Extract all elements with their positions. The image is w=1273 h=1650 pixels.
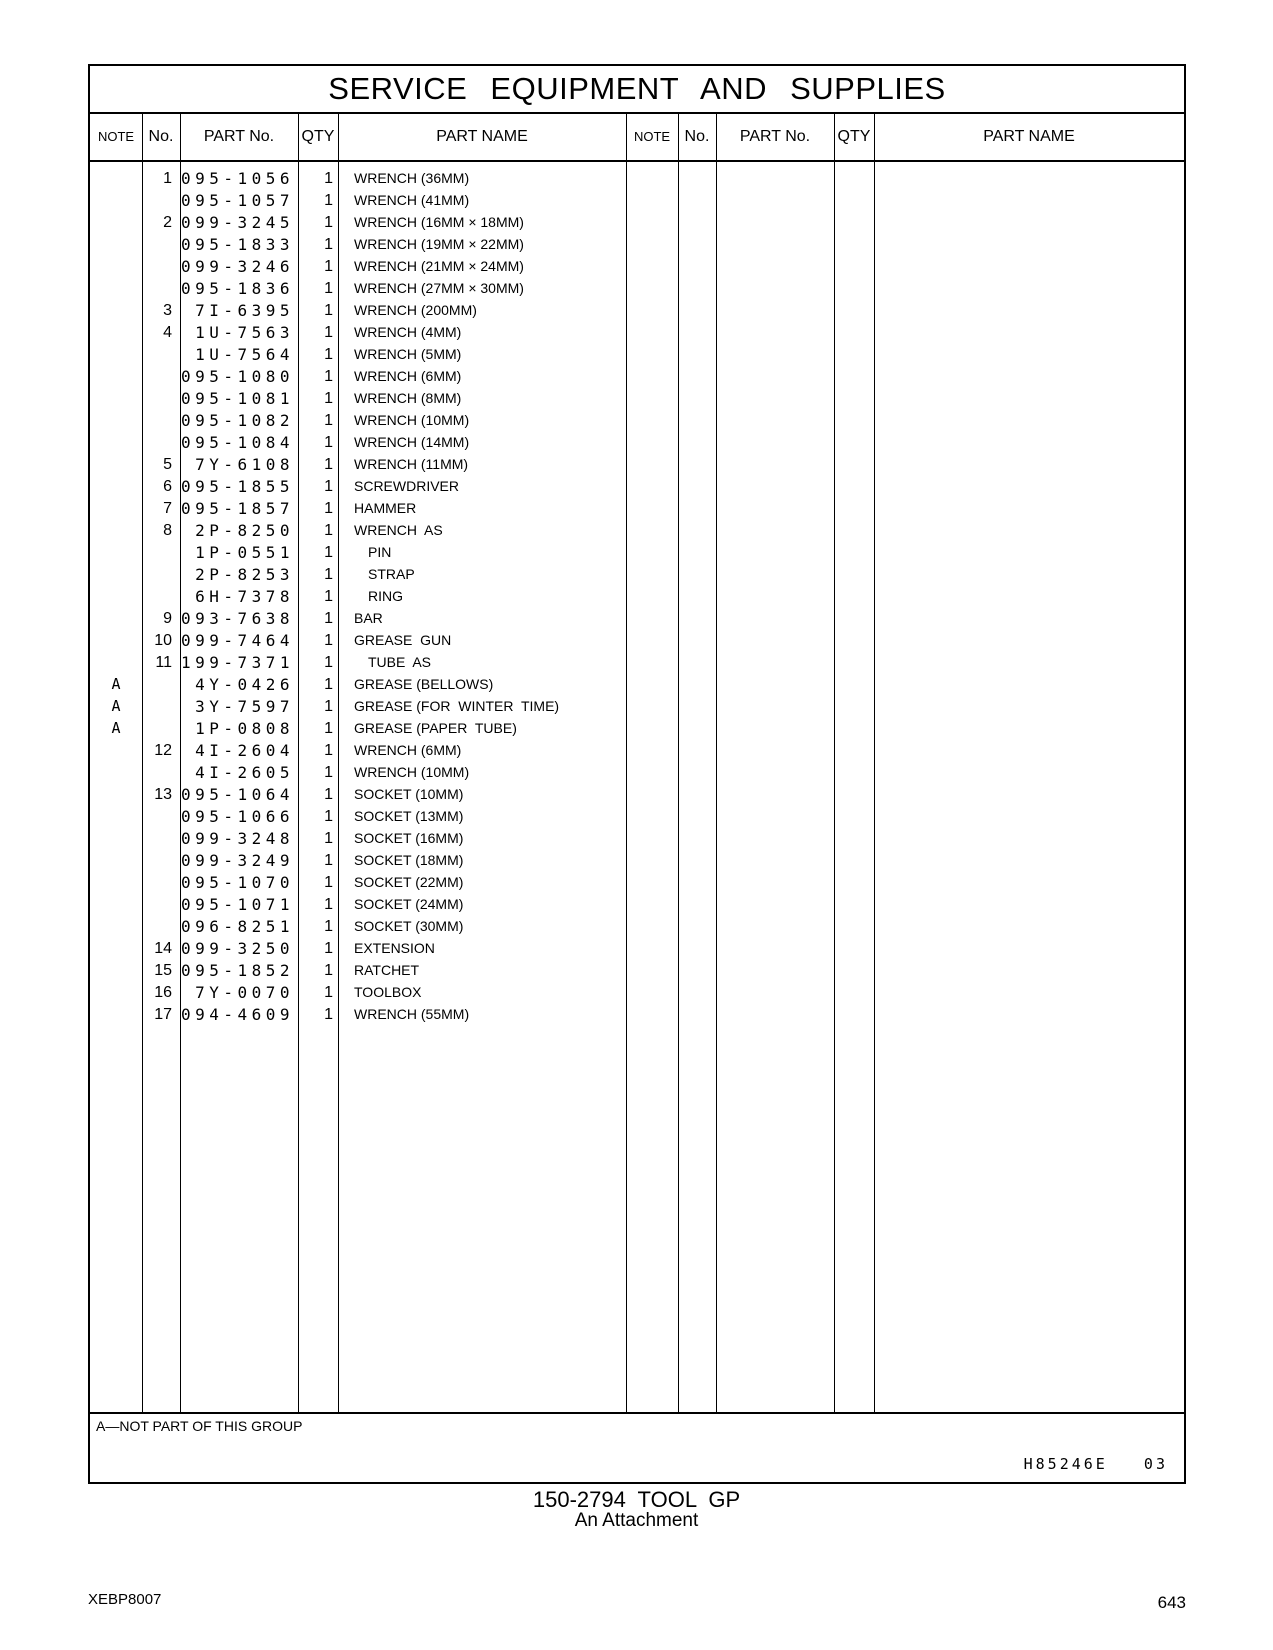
quantity-cell: 1 — [324, 346, 333, 363]
item-number-cell: 3 — [163, 302, 172, 319]
part-name-cell: STRAP — [368, 566, 415, 582]
table-row — [90, 343, 1184, 366]
header-no-left: No. — [142, 114, 180, 162]
table-row — [90, 233, 1184, 256]
part-name-cell: WRENCH (41MM) — [354, 192, 470, 208]
item-number-cell: 10 — [154, 632, 172, 649]
part-number-cell: 4I-2605 — [195, 763, 294, 782]
part-name-cell: WRENCH (27MM × 30MM) — [354, 280, 524, 296]
part-name-cell: WRENCH (16MM × 18MM) — [354, 214, 524, 230]
table-row — [90, 783, 1184, 806]
table-row — [90, 167, 1184, 190]
table-row — [90, 519, 1184, 542]
table-row — [90, 211, 1184, 234]
table-row — [90, 431, 1184, 454]
quantity-cell: 1 — [324, 478, 333, 495]
header-part-no-left: PART No. — [180, 114, 298, 162]
part-name-cell: WRENCH (8MM) — [354, 390, 462, 406]
part-number-cell: 095-1057 — [180, 191, 294, 210]
part-number-cell: 095-1852 — [180, 961, 294, 980]
part-name-cell: WRENCH (11MM) — [354, 456, 469, 472]
part-number-cell: 093-7638 — [180, 609, 294, 628]
note-cell: A — [111, 719, 121, 737]
quantity-cell: 1 — [324, 918, 333, 935]
part-name-cell: SOCKET (16MM) — [354, 830, 464, 846]
table-row — [90, 607, 1184, 630]
note-cell: A — [111, 697, 121, 715]
table-row — [90, 255, 1184, 278]
table-row — [90, 629, 1184, 652]
part-number-cell: 2P-8250 — [195, 521, 294, 540]
part-number-cell: 099-3250 — [180, 939, 294, 958]
quantity-cell: 1 — [324, 786, 333, 803]
part-name-cell: WRENCH (19MM × 22MM) — [354, 236, 524, 252]
quantity-cell: 1 — [324, 302, 333, 319]
table-row — [90, 409, 1184, 432]
part-name-cell: WRENCH (14MM) — [354, 434, 470, 450]
part-name-cell: WRENCH AS — [354, 522, 443, 538]
part-number-cell: 4I-2604 — [195, 741, 294, 760]
item-number-cell: 13 — [154, 786, 172, 803]
part-name-cell: TUBE AS — [368, 654, 432, 670]
item-number-cell: 8 — [163, 522, 172, 539]
part-number-cell: 095-1084 — [180, 433, 294, 452]
table-row — [90, 893, 1184, 916]
document-number: XEBP8007 — [88, 1591, 162, 1608]
quantity-cell: 1 — [324, 412, 333, 429]
part-number-cell: 7I-6395 — [195, 301, 294, 320]
note-cell: A — [111, 675, 121, 693]
part-number-cell: 095-1080 — [180, 367, 294, 386]
part-number-cell: 4Y-0426 — [195, 675, 294, 694]
table-row — [90, 739, 1184, 762]
item-number-cell: 14 — [154, 940, 172, 957]
table-row — [90, 365, 1184, 388]
table-row — [90, 717, 1184, 740]
header-no-right: No. — [678, 114, 716, 162]
part-name-cell: GREASE (BELLOWS) — [354, 676, 494, 692]
part-number-cell: 1P-0808 — [195, 719, 294, 738]
part-name-cell: BAR — [354, 610, 383, 626]
page-title: SERVICE EQUIPMENT AND SUPPLIES — [90, 66, 1184, 114]
quantity-cell: 1 — [324, 214, 333, 231]
table-row — [90, 497, 1184, 520]
header-part-name-left: PART NAME — [338, 114, 626, 162]
table-bottom-rule — [90, 1412, 1184, 1414]
part-name-cell: SOCKET (13MM) — [354, 808, 464, 824]
part-number-cell: 099-3249 — [180, 851, 294, 870]
table-row — [90, 849, 1184, 872]
parts-list-frame — [88, 64, 1186, 1484]
quantity-cell: 1 — [324, 192, 333, 209]
group-subcaption: An Attachment — [574, 1510, 699, 1531]
quantity-cell: 1 — [324, 984, 333, 1001]
part-name-cell: GREASE (FOR WINTER TIME) — [354, 698, 560, 714]
part-name-cell: WRENCH (6MM) — [354, 368, 462, 384]
part-number-cell: 094-4609 — [180, 1005, 294, 1024]
part-number-cell: 095-1857 — [180, 499, 294, 518]
part-number-cell: 095-1836 — [180, 279, 294, 298]
quantity-cell: 1 — [324, 236, 333, 253]
part-name-cell: RATCHET — [354, 962, 420, 978]
table-row — [90, 805, 1184, 828]
table-row — [90, 981, 1184, 1004]
footnote: A—NOT PART OF THIS GROUP — [96, 1418, 303, 1434]
group-caption: 150-2794 TOOL GP — [532, 1487, 741, 1512]
part-name-cell: WRENCH (200MM) — [354, 302, 477, 318]
header-note-left: NOTE — [90, 114, 142, 162]
part-name-cell: WRENCH (36MM) — [354, 170, 470, 186]
table-row — [90, 673, 1184, 696]
quantity-cell: 1 — [324, 962, 333, 979]
item-number-cell: 6 — [163, 478, 172, 495]
quantity-cell: 1 — [324, 390, 333, 407]
page-number: 643 — [1157, 1593, 1186, 1612]
quantity-cell: 1 — [324, 874, 333, 891]
part-number-cell: 3Y-7597 — [195, 697, 294, 716]
reference-code: H85246E 03 — [1023, 1455, 1168, 1473]
item-number-cell: 17 — [154, 1006, 172, 1023]
quantity-cell: 1 — [324, 280, 333, 297]
quantity-cell: 1 — [324, 676, 333, 693]
table-row — [90, 695, 1184, 718]
quantity-cell: 1 — [324, 764, 333, 781]
quantity-cell: 1 — [324, 324, 333, 341]
part-name-cell: SOCKET (22MM) — [354, 874, 464, 890]
quantity-cell: 1 — [324, 940, 333, 957]
part-name-cell: SOCKET (24MM) — [354, 896, 464, 912]
part-number-cell: 1U-7563 — [195, 323, 294, 342]
item-number-cell: 7 — [163, 500, 172, 517]
table-row — [90, 827, 1184, 850]
header-qty-right: QTY — [834, 114, 874, 162]
item-number-cell: 15 — [154, 962, 172, 979]
quantity-cell: 1 — [324, 720, 333, 737]
quantity-cell: 1 — [324, 654, 333, 671]
table-row — [90, 585, 1184, 608]
part-number-cell: 6H-7378 — [195, 587, 294, 606]
table-row — [90, 651, 1184, 674]
quantity-cell: 1 — [324, 456, 333, 473]
item-number-cell: 16 — [154, 984, 172, 1001]
item-number-cell: 12 — [154, 742, 172, 759]
table-row — [90, 959, 1184, 982]
part-name-cell: EXTENSION — [354, 940, 435, 956]
part-name-cell: RING — [368, 588, 403, 604]
part-name-cell: GREASE (PAPER TUBE) — [354, 720, 517, 736]
table-row — [90, 761, 1184, 784]
part-number-cell: 199-7371 — [180, 653, 294, 672]
part-number-cell: 095-1071 — [180, 895, 294, 914]
part-name-cell: HAMMER — [354, 500, 417, 516]
item-number-cell: 1 — [163, 170, 172, 187]
item-number-cell: 2 — [163, 214, 172, 231]
quantity-cell: 1 — [324, 698, 333, 715]
quantity-cell: 1 — [324, 1006, 333, 1023]
part-number-cell: 1U-7564 — [195, 345, 294, 364]
part-name-cell: GREASE GUN — [354, 632, 452, 648]
part-number-cell: 7Y-0070 — [195, 983, 294, 1002]
table-row — [90, 915, 1184, 938]
quantity-cell: 1 — [324, 896, 333, 913]
quantity-cell: 1 — [324, 742, 333, 759]
part-name-cell: WRENCH (6MM) — [354, 742, 462, 758]
quantity-cell: 1 — [324, 368, 333, 385]
quantity-cell: 1 — [324, 500, 333, 517]
header-part-no-right: PART No. — [716, 114, 834, 162]
part-number-cell: 095-1066 — [180, 807, 294, 826]
part-number-cell: 099-7464 — [180, 631, 294, 650]
quantity-cell: 1 — [324, 632, 333, 649]
part-number-cell: 099-3245 — [180, 213, 294, 232]
part-name-cell: WRENCH (21MM × 24MM) — [354, 258, 524, 274]
part-number-cell: 099-3248 — [180, 829, 294, 848]
part-number-cell: 095-1833 — [180, 235, 294, 254]
table-row — [90, 321, 1184, 344]
item-number-cell: 5 — [163, 456, 172, 473]
table-row — [90, 189, 1184, 212]
quantity-cell: 1 — [324, 852, 333, 869]
part-number-cell: 1P-0551 — [195, 543, 294, 562]
table-row — [90, 475, 1184, 498]
part-name-cell: WRENCH (10MM) — [354, 412, 470, 428]
quantity-cell: 1 — [324, 588, 333, 605]
quantity-cell: 1 — [324, 610, 333, 627]
part-name-cell: WRENCH (4MM) — [354, 324, 462, 340]
part-name-cell: WRENCH (5MM) — [354, 346, 462, 362]
quantity-cell: 1 — [324, 258, 333, 275]
table-row — [90, 541, 1184, 564]
part-name-cell: WRENCH (55MM) — [354, 1006, 470, 1022]
part-number-cell: 096-8251 — [180, 917, 294, 936]
table-row — [90, 277, 1184, 300]
quantity-cell: 1 — [324, 830, 333, 847]
item-number-cell: 9 — [163, 610, 172, 627]
table-row — [90, 1003, 1184, 1026]
header-qty-left: QTY — [298, 114, 338, 162]
part-number-cell: 099-3246 — [180, 257, 294, 276]
part-name-cell: SOCKET (30MM) — [354, 918, 464, 934]
part-number-cell: 095-1081 — [180, 389, 294, 408]
table-row — [90, 453, 1184, 476]
part-number-cell: 095-1064 — [180, 785, 294, 804]
item-number-cell: 11 — [155, 654, 172, 671]
quantity-cell: 1 — [324, 808, 333, 825]
part-name-cell: SOCKET (10MM) — [354, 786, 464, 802]
part-name-cell: WRENCH (10MM) — [354, 764, 470, 780]
quantity-cell: 1 — [324, 170, 333, 187]
part-name-cell: PIN — [368, 544, 392, 560]
table-row — [90, 563, 1184, 586]
header-note-right: NOTE — [626, 114, 678, 162]
quantity-cell: 1 — [324, 544, 333, 561]
table-row — [90, 387, 1184, 410]
part-name-cell: SCREWDRIVER — [354, 478, 460, 494]
table-row — [90, 871, 1184, 894]
table-row — [90, 937, 1184, 960]
part-number-cell: 095-1056 — [180, 169, 294, 188]
part-number-cell: 2P-8253 — [195, 565, 294, 584]
quantity-cell: 1 — [324, 522, 333, 539]
table-row — [90, 299, 1184, 322]
part-number-cell: 095-1855 — [180, 477, 294, 496]
part-name-cell: TOOLBOX — [354, 984, 422, 1000]
quantity-cell: 1 — [324, 566, 333, 583]
part-number-cell: 095-1082 — [180, 411, 294, 430]
part-number-cell: 7Y-6108 — [195, 455, 294, 474]
quantity-cell: 1 — [324, 434, 333, 451]
part-number-cell: 095-1070 — [180, 873, 294, 892]
item-number-cell: 4 — [163, 324, 172, 341]
header-part-name-right: PART NAME — [874, 114, 1184, 162]
part-name-cell: SOCKET (18MM) — [354, 852, 464, 868]
